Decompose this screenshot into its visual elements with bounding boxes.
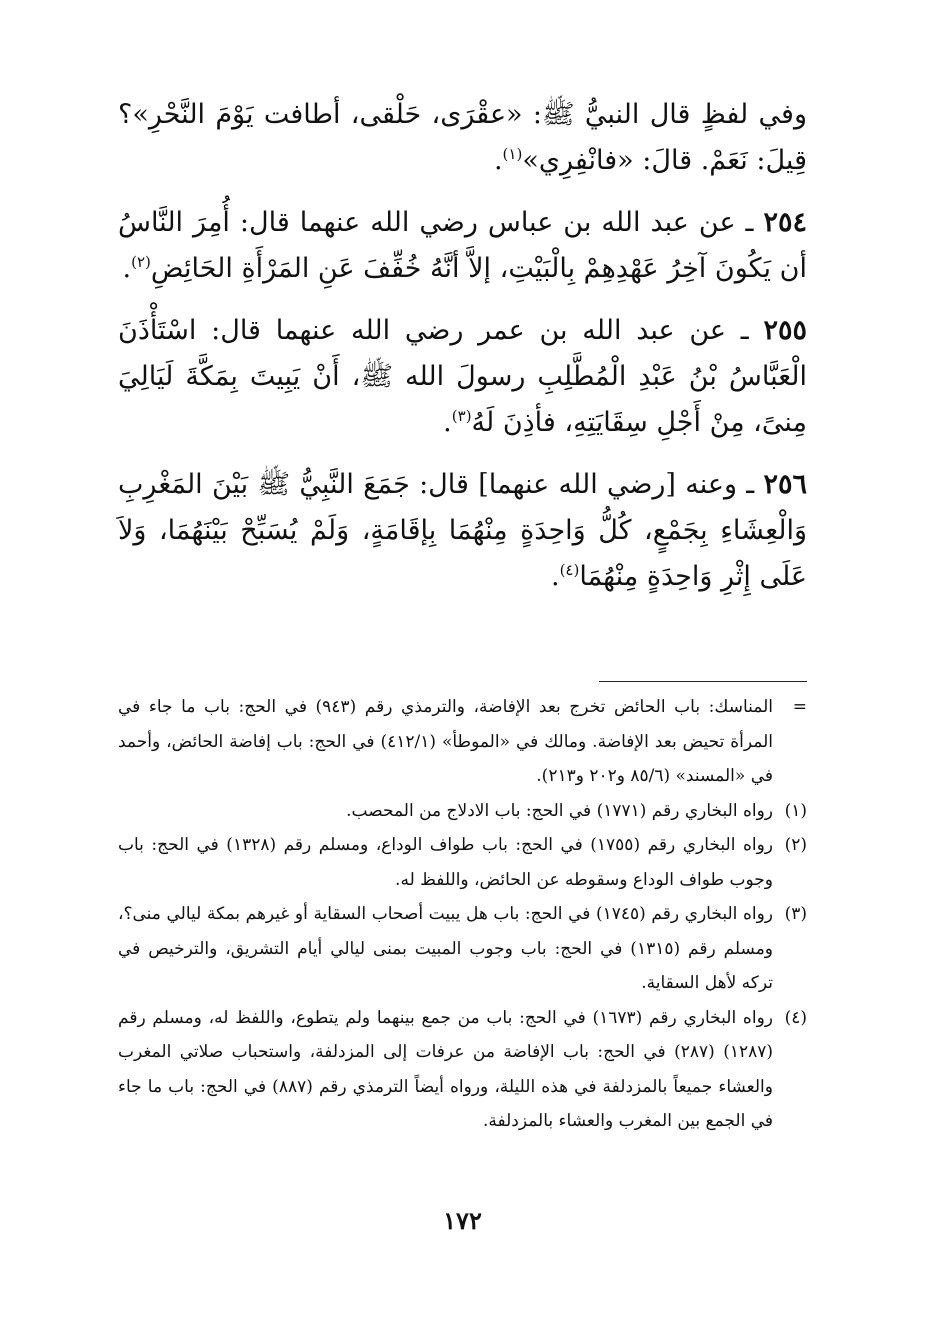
footnote-text: رواه البخاري رقم (١٧٥٥) في الحج: باب طواف الوداع، ومسلم رقم (١٣٢٨) في الحج: باب وجوب طواف الوداع وسقوطه عن الحائض، واللفظ له. (118, 835, 773, 890)
footnote (118, 897, 807, 1001)
footnote (118, 794, 807, 829)
footnote-marker: = (792, 697, 807, 717)
hadith-paragraph (118, 200, 807, 292)
hadith-number: ٢٥٥ (763, 315, 807, 346)
hadith-text: وفي لفظٍ قال النبيُّ ﷺ: «عقْرَى، حَلْقى، أطافت يَوْمَ النَّحْرِ»؟ قِيلَ: نَعَمْ. قالَ: «فانْفِرِي» (118, 99, 807, 176)
footnote-text: رواه البخاري رقم (١٧٤٥) في الحج: باب هل يبيت أصحاب السقاية أو غيرهم بمكة ليالي منى؟، ومسلم رقم (١٣١٥) في الحج: باب وجوب المبيت بمنى ليالي أيام التشريق، والترخيص في تركه لأهل السقاية. (118, 904, 774, 993)
hadith-number: ٢٥٤ (763, 207, 807, 238)
footnote-marker: (٤) (784, 1007, 807, 1028)
footnote-marker: (٢) (784, 835, 807, 855)
footnote-text: المناسك: باب الحائض تخرج بعد الإفاضة، والترمذي رقم (٩٤٣) في الحج: باب ما جاء في المرأة تحيض بعد الإفاضة. ومالك في «الموطأ» (٤١٢/١) في الحج: باب إفاضة الحائض، وأحمد في «المسند» (٨٥/٦ و٢٠٢ و٢١٣). (118, 697, 774, 786)
hadith-text: ـ عن عبد الله بن عباس رضي الله عنهما قال: أُمِرَ النَّاسُ أن يَكُونَ آخِرُ عَهْدِهِمْ بِالْبَيْتِ، إلاَّ أنَّهُ خُفِّفَ عَنِ المَرْأَةِ الحَائِضِ (118, 207, 807, 284)
footnote-reference: (١) (502, 145, 523, 163)
footnote (118, 690, 807, 794)
hadith-paragraph (118, 462, 807, 600)
main-text (118, 92, 807, 616)
hadith-number: ٢٥٦ (763, 469, 807, 500)
footnote (118, 828, 807, 897)
footnote-text: رواه البخاري رقم (١٧٧١) في الحج: باب الادلاج من المحصب. (346, 800, 773, 821)
hadith-text: ـ عن عبد الله بن عمر رضي الله عنهما قال: اسْتَأْذَنَ الْعَبَّاسُ بْنُ عَبْدِ الْمُطَّلِبِ رسولَ الله ﷺ، أَنْ يَبِيتَ بِمَكَّةَ لَيَالِيَ مِنىً، مِنْ أَجْلِ سِقَايَتِهِ، فأذِنَ لَهُ (118, 315, 807, 438)
hadith-paragraph (118, 92, 807, 184)
footnote (118, 1001, 807, 1139)
sentence-end: . (122, 253, 132, 284)
hadith-paragraph (118, 308, 807, 446)
footnote-reference: (٤) (559, 561, 580, 579)
hadith-text: ـ وعنه [رضي الله عنهما] قال: جَمَعَ النَّبِيُّ ﷺ بَيْنَ المَغْرِبِ وَالْعِشَاءِ بِجَمْعٍ، كُلُّ وَاحِدَةٍ مِنْهُمَا بِإقَامَةٍ، وَلَمْ يُسَبِّحْ بَيْنَهُمَا، وَلاَ عَلَى إِثْرِ وَاحِدَةٍ مِنْهُمَا (118, 469, 807, 592)
footnote-divider (599, 681, 807, 682)
sentence-end: . (443, 407, 452, 438)
footnote-marker: (٣) (784, 904, 807, 924)
sentence-end: . (493, 145, 503, 176)
sentence-end: . (550, 561, 560, 592)
footnote-reference: (٢) (131, 253, 151, 271)
footnote-text: رواه البخاري رقم (١٦٧٣) في الحج: باب من جمع بينهما ولم يتطوع، واللفظ له، ومسلم رقم (١٢٨٧) (٢٨٧) في الحج: باب الإفاضة من عرفات إلى المزدلفة، واستحباب صلاتي المغرب والعشاء جميعاً بالمزدلفة في هذه الليلة، ورواه أيضاً الترمذي رقم (٨٨٧) في الحج: باب ما جاء في الجمع بين المغرب والعشاء بالمزدلفة. (118, 1007, 773, 1131)
page-number: ١٧٢ (443, 1206, 482, 1235)
footnote-reference: (٣) (451, 407, 472, 425)
footnotes (118, 690, 807, 1139)
footnote-marker: (١) (784, 800, 807, 821)
